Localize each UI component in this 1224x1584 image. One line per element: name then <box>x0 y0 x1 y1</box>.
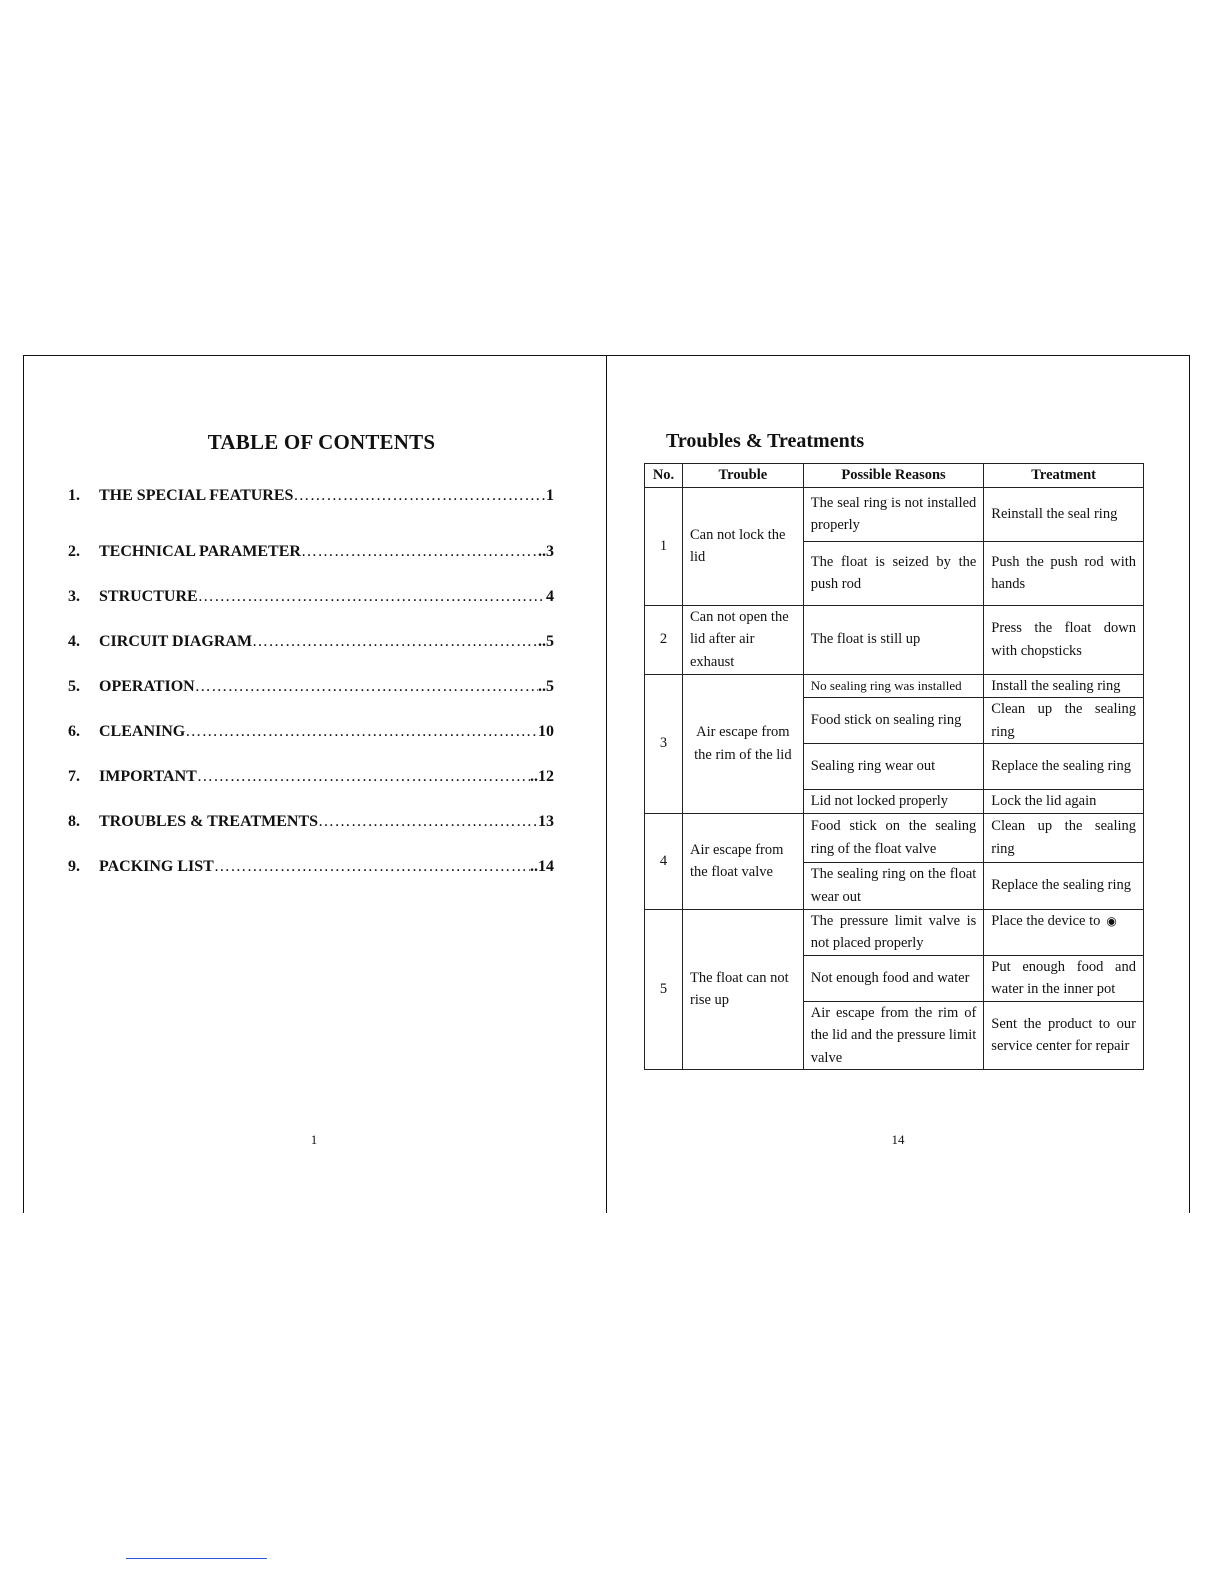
toc-entry-page: ..14 <box>530 858 554 875</box>
reason-cell: Sealing ring wear out <box>803 744 984 790</box>
trouble-cell: Air escape from the rim of the lid <box>682 674 803 813</box>
treatment-cell: Sent the product to our service center for repair <box>984 1001 1144 1070</box>
toc-entry-page: ..5 <box>538 678 554 695</box>
toc-entry-label: STRUCTURE <box>99 588 198 605</box>
toc-entry-label: TECHNICAL PARAMETER <box>99 543 301 560</box>
row-number: 1 <box>645 487 683 605</box>
row-number: 5 <box>645 909 683 1070</box>
reason-cell: No sealing ring was installed <box>803 674 984 698</box>
toc-entry[interactable] <box>68 588 554 606</box>
toc-entry-page: ..5 <box>538 633 554 650</box>
row-number: 4 <box>645 813 683 909</box>
table-header-row <box>645 464 1144 488</box>
treatment-cell: Clean up the sealing ring <box>984 698 1144 744</box>
toc-entry[interactable] <box>68 487 554 505</box>
toc-dot-leader <box>293 487 546 505</box>
bottom-link-underline[interactable] <box>126 1558 267 1559</box>
toc-dot-leader <box>198 588 546 606</box>
toc-entry-label: PACKING LIST <box>99 858 214 875</box>
table-row <box>645 487 1144 541</box>
treatment-text: Place the device to <box>991 912 1101 929</box>
toc-entry-number: 7. <box>68 768 80 785</box>
toc-entry-number: 6. <box>68 723 80 740</box>
toc-entry[interactable] <box>68 813 554 831</box>
treatment-cell: Replace the sealing ring <box>984 862 1144 909</box>
treatment-cell: Install the sealing ring <box>984 674 1144 698</box>
header-no: No. <box>645 464 683 488</box>
reason-cell: The float is still up <box>803 605 984 674</box>
toc-title: TABLE OF CONTENTS <box>207 430 436 454</box>
row-number: 3 <box>645 674 683 813</box>
troubles-title: Troubles & Treatments <box>666 430 865 452</box>
toc-dot-leader <box>197 768 530 786</box>
page-number: 1 <box>310 1132 318 1147</box>
left-page <box>24 356 606 1213</box>
table-row <box>645 813 1144 862</box>
toc-entry-number: 9. <box>68 858 80 875</box>
trouble-cell: Air escape from the float valve <box>682 813 803 909</box>
toc-entry-number: 8. <box>68 813 80 830</box>
table-row <box>645 674 1144 698</box>
toc-dot-leader <box>214 858 530 876</box>
treatment-cell: Push the push rod with hands <box>984 541 1144 605</box>
reason-cell: Food stick on the sealing ring of the float valve <box>803 813 984 862</box>
treatment-cell: Put enough food and water in the inner pot <box>984 955 1144 1001</box>
header-treatment: Treatment <box>984 464 1144 488</box>
toc-entry[interactable] <box>68 633 554 651</box>
toc-entry-label: IMPORTANT <box>99 768 197 785</box>
toc-entry-page: ..3 <box>538 543 554 560</box>
reason-cell: Lid not locked properly <box>803 790 984 814</box>
treatment-cell: Replace the sealing ring <box>984 744 1144 790</box>
right-page <box>607 356 1189 1213</box>
toc-entry-label: THE SPECIAL FEATURES <box>99 487 294 504</box>
toc-dot-leader <box>318 813 538 831</box>
treatment-cell: Clean up the sealing ring <box>984 813 1144 862</box>
table-row <box>645 605 1144 674</box>
header-possible-reasons: Possible Reasons <box>803 464 984 488</box>
toc-entry-page: 10 <box>538 723 554 740</box>
reason-cell: The pressure limit valve is not placed properly <box>803 909 984 955</box>
toc-entry-page: 4 <box>546 588 554 605</box>
frame-right-border <box>1189 355 1190 1213</box>
toc-entry-label: OPERATION <box>99 678 195 695</box>
toc-entry-number: 4. <box>68 633 80 650</box>
radio-symbol-icon: ◉ <box>1106 913 1117 928</box>
reason-cell: Food stick on sealing ring <box>803 698 984 744</box>
treatment-cell <box>984 909 1144 955</box>
reason-cell: Air escape from the rim of the lid and the pressure limit valve <box>803 1001 984 1070</box>
toc-entry-page: ..12 <box>530 768 554 785</box>
reason-cell: The seal ring is not installed properly <box>803 487 984 541</box>
treatment-cell: Press the float down with chopsticks <box>984 605 1144 674</box>
reason-cell: Not enough food and water <box>803 955 984 1001</box>
page-number: 14 <box>891 1132 905 1147</box>
treatment-cell: Lock the lid again <box>984 790 1144 814</box>
troubles-table <box>644 463 1144 1070</box>
toc-entry[interactable] <box>68 723 554 741</box>
reason-cell: The float is seized by the push rod <box>803 541 984 605</box>
toc-entry-label: CLEANING <box>99 723 186 740</box>
toc-entry[interactable] <box>68 543 554 561</box>
toc-dot-leader <box>195 678 538 696</box>
toc-entry-number: 2. <box>68 543 80 560</box>
toc-entry-label: CIRCUIT DIAGRAM <box>99 633 253 650</box>
toc-entry[interactable] <box>68 858 554 876</box>
toc-entry[interactable] <box>68 768 554 786</box>
toc-entry-number: 5. <box>68 678 80 695</box>
treatment-cell: Reinstall the seal ring <box>984 487 1144 541</box>
trouble-cell: The float can not rise up <box>682 909 803 1070</box>
reason-cell: The sealing ring on the float wear out <box>803 862 984 909</box>
toc-dot-leader <box>185 723 538 741</box>
toc-entry-label: TROUBLES & TREATMENTS <box>99 813 319 830</box>
trouble-cell: Can not lock the lid <box>682 487 803 605</box>
toc-entry-number: 1. <box>68 487 80 504</box>
table-row <box>645 909 1144 955</box>
row-number: 2 <box>645 605 683 674</box>
trouble-cell: Can not open the lid after air exhaust <box>682 605 803 674</box>
toc-dot-leader <box>301 543 538 561</box>
toc-entry-page: 1 <box>546 487 554 504</box>
toc-entry[interactable] <box>68 678 554 696</box>
toc-dot-leader <box>252 633 538 651</box>
toc-entry-page: 13 <box>538 813 554 830</box>
header-trouble: Trouble <box>682 464 803 488</box>
toc-entry-number: 3. <box>68 588 80 605</box>
